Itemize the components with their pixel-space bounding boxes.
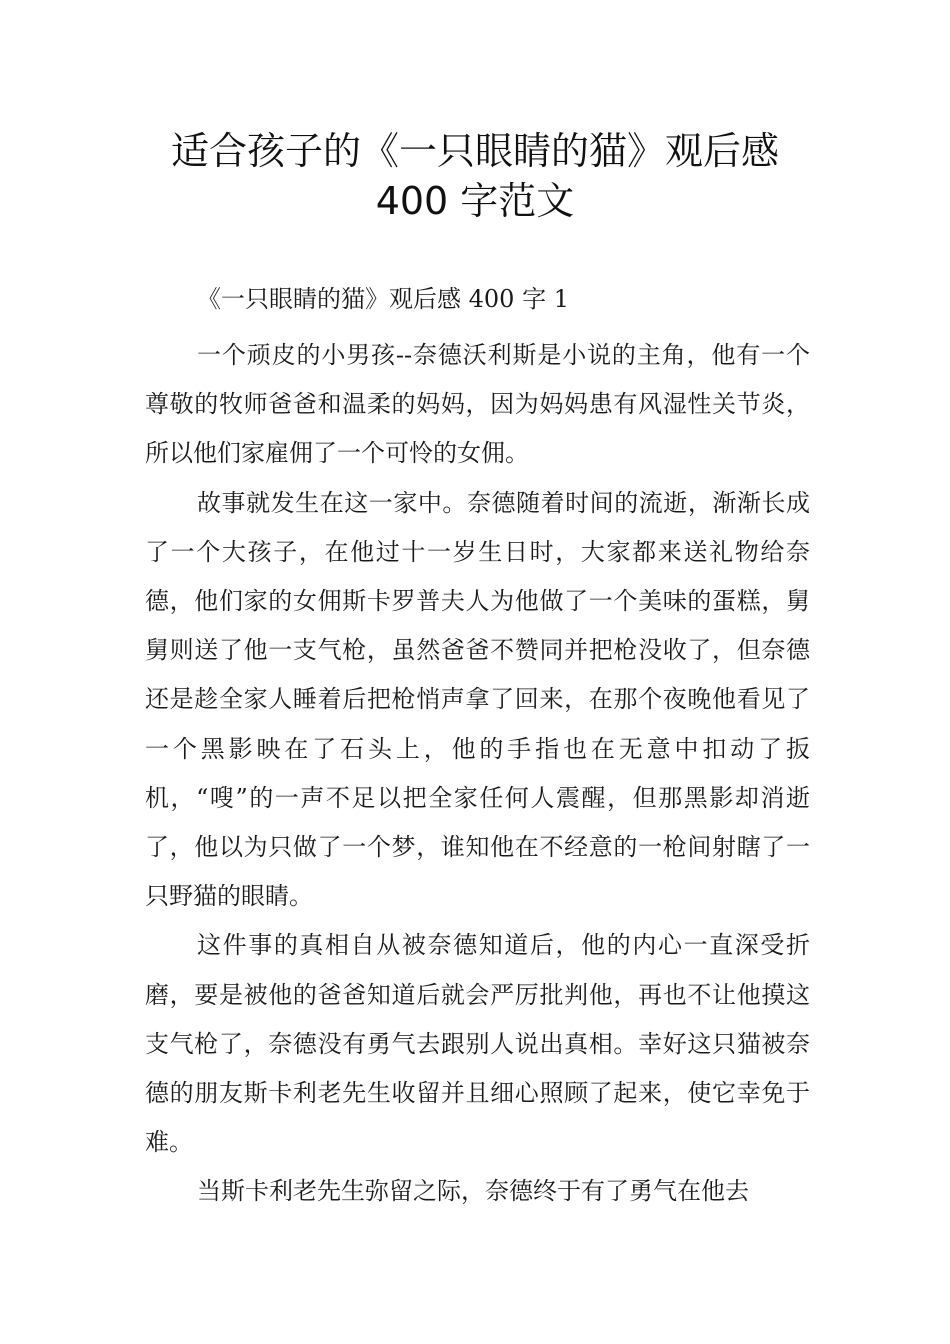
paragraph-3: 这件事的真相自从被奈德知道后，他的内心一直深受折磨，要是被他的爸爸知道后就会严厉批判他，再也不让他摸这支气枪了，奈德没有勇气去跟别人说出真相。幸好这只猫被奈德的朋友斯卡利老先生收留并且细心照顾了起来，使它幸免于难。: [145, 931, 810, 1157]
document-title: [0, 126, 950, 226]
title-line-2: 400 字范文: [375, 179, 575, 223]
paragraph-2: 故事就发生在这一家中。奈德随着时间的流逝，渐渐长成了一个大孩子，在他过十一岁生日时，大家都来送礼物给奈德，他们家的女佣斯卡罗普夫人为他做了一个美味的蛋糕，舅舅则送了他一支气枪，虽然爸爸不赞同并把枪没收了，但奈德还是趁全家人睡着后把枪悄声拿了回来，在那个夜晚他看见了一个黑影映在了石头上，他的手指也在无意中扣动了扳机，“嗖”的一声不足以把全家任何人震醒，但那黑影却消逝了，他以为只做了一个梦，谁知他在不经意的一枪间射瞎了一只野猫的眼睛。: [145, 488, 810, 911]
document-body: [145, 283, 810, 1217]
paragraph-1: 一个顽皮的小男孩--奈德沃利斯是小说的主角，他有一个尊敬的牧师爸爸和温柔的妈妈，因为妈妈患有风湿性关节炎，所以他们家雇佣了一个可怜的女佣。: [145, 341, 810, 468]
title-line-1: 适合孩子的《一只眼睛的猫》观后感: [170, 129, 779, 173]
paragraph-4-start: 当斯卡利老先生弥留之际，奈德终于有了勇气在他去: [197, 1177, 749, 1206]
section-heading: 《一只眼睛的猫》观后感 400 字 1: [197, 285, 569, 313]
